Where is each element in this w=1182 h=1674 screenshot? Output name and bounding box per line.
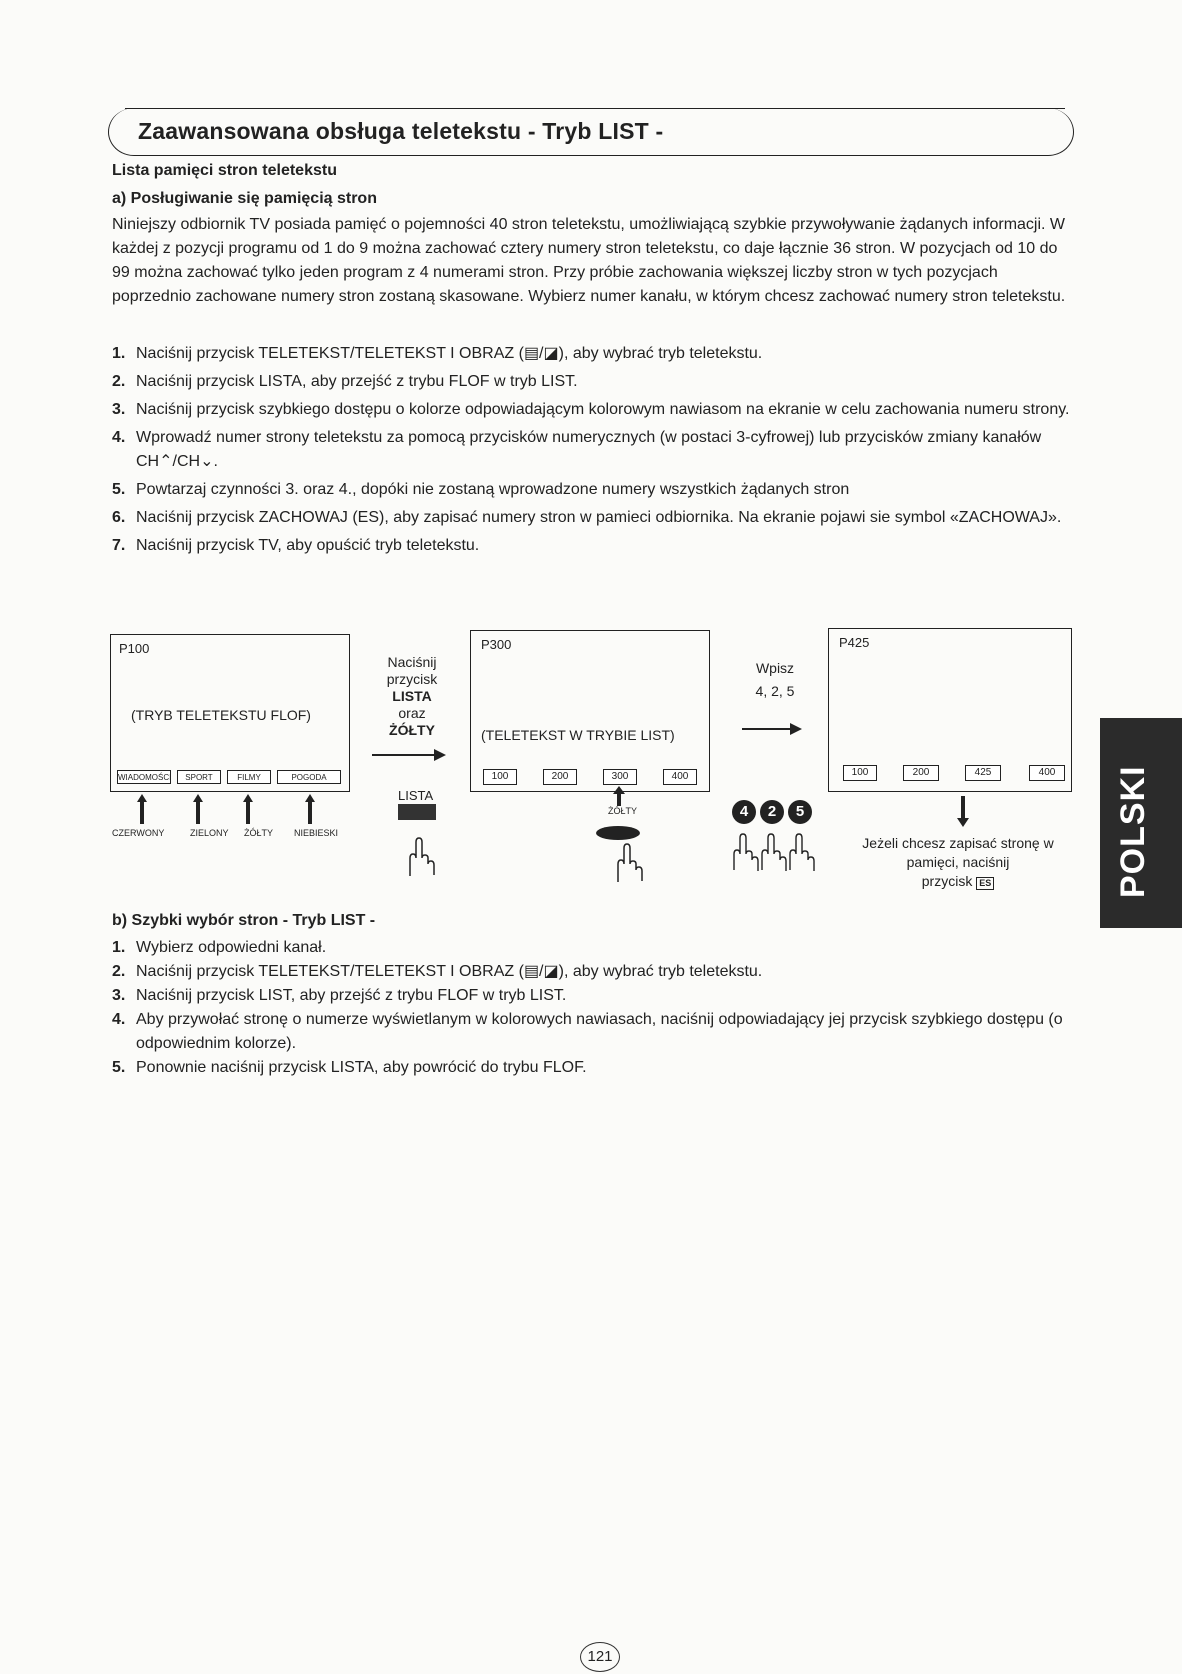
step-number: 2. [112,963,126,980]
step-number: 7. [112,537,126,554]
step-number: 4. [112,429,126,446]
screen-page-number: P425 [839,635,870,650]
list-page-box: 200 [543,769,577,785]
list-item [112,984,1072,1008]
save-note-line: pamięci, naciśnij [906,854,1010,870]
step-number: 3. [112,987,126,1004]
digit-button-4: 4 [732,800,756,824]
list-item [112,936,1072,960]
step-text: Naciśnij przycisk szybkiego dostępu o kolorze odpowiadającym kolorowym nawiasom na ekranie w celu zachowania numeru strony. [136,401,1070,418]
fastext-button-news: WIADOMOŚCI [117,770,171,784]
color-label-green: ZIELONY [190,828,229,838]
step-text: Powtarzaj czynności 3. oraz 4., dopóki nie zostaną wprowadzone numery wszystkich żądanych stron [136,481,850,498]
step-text: Wprowadź numer strony teletekstu za pomocą przycisków numerycznych (w postaci 3-cyfrowej) lub przycisków zmiany kanałów CH⌃/CH⌄. [136,429,1042,470]
save-note-line: Jeżeli chcesz zapisać stronę w [862,835,1054,851]
screen-page-number: P300 [481,637,512,652]
list-item [112,370,1072,394]
subsection-b-heading: b) Szybki wybór stron - Tryb LIST - [112,912,376,929]
instruction-line: LISTA [392,688,432,704]
language-label: POLSKI [1114,765,1152,898]
list-item [112,426,1072,474]
list-item [112,1008,1072,1056]
digit-button-2: 2 [760,800,784,824]
instruction-line: ŻÓŁTY [389,722,435,738]
right-arrow-icon [742,722,804,736]
instruction-line: przycisk [386,671,438,687]
list-item [112,342,1072,366]
page-title: Zaawansowana obsługa teletekstu - Tryb LIST - [138,118,664,144]
step-number: 2. [112,373,126,390]
fastext-button-weather: POGODA [277,770,341,784]
yellow-pointer-label: ŻÓŁTY [608,806,638,816]
color-label-red: CZERWONY [112,828,165,838]
instruction-line: Naciśnij [387,654,437,670]
pointing-hand-icon [612,842,640,886]
section-heading: Lista pamięci stron teletekstu [112,162,337,179]
step-number: 3. [112,401,126,418]
color-label-yellow: ŻÓŁTY [244,828,274,838]
list-page-box: 425 [965,765,1001,781]
lista-button-label: LISTA [398,788,434,803]
list-page-box: 100 [843,765,877,781]
screen-caption: (TELETEKST W TRYBIE LIST) [481,727,675,743]
fastext-pointer-arrows [110,792,350,832]
intro-paragraph: Niniejszy odbiornik TV posiada pamięć o pojemności 40 stron teletekstu, umożliwiającą szybkie przywoływanie żądanych informacji. W każdej z pozycji programu od 1 do 9 można zachować cztery numery stron teletekstu, co daje łącznie 36 stron. W pozycjach od 10 do 99 można zachować tylko jeden program z 4 numerami stron. Przy próbie zachowania większej liczby stron w tych pozycjach poprzednio zachowane numery stron zostaną skasowane. Wybierz numer kanału, w którym chcesz zachować numery stron teletekstu. [112,216,1066,305]
step-number: 5. [112,481,126,498]
instruction-press-lista-yellow [372,654,452,739]
step-text: Wybierz odpowiedni kanał. [136,939,327,956]
screen-caption: (TRYB TELETEKSTU FLOF) [131,707,311,723]
list-page-box: 100 [483,769,517,785]
es-button-icon: ES [976,877,994,890]
step-text: Naciśnij przycisk TV, aby opuścić tryb teletekstu. [136,537,480,554]
step-number: 1. [112,345,126,362]
list-page-box: 300 [603,769,637,785]
digit-button-5: 5 [788,800,812,824]
step-text: Naciśnij przycisk TELETEKST/TELETEKST I OBRAZ (▤/◪), aby wybrać tryb teletekstu. [136,963,763,980]
step-text: Naciśnij przycisk LISTA, aby przejść z trybu FLOF w tryb LIST. [136,373,578,390]
step-number: 4. [112,1011,126,1028]
step-text: Naciśnij przycisk ZACHOWAJ (ES), aby zapisać numery stron w pamieci odbiornika. Na ekranie pojawi sie symbol «ZACHOWAJ». [136,509,1062,526]
steps-list-a [112,342,1072,562]
instruction-line: 4, 2, 5 [755,683,795,699]
instruction-enter-digits [740,660,810,700]
fastext-button-films: FILMY [227,770,271,784]
up-arrow-icon [612,786,626,806]
pointing-hands-icon [730,830,820,874]
instruction-line: oraz [398,705,426,721]
list-item [112,506,1072,530]
list-page-box: 400 [1029,765,1065,781]
list-item [112,478,1072,502]
steps-list-b [112,936,1072,1080]
list-item [112,534,1072,558]
tv-screen-flof [110,634,350,792]
step-text: Naciśnij przycisk LIST, aby przejść z trybu FLOF w tryb LIST. [136,987,567,1004]
save-note [838,834,1078,891]
tv-screen-list [470,630,710,792]
step-text: Ponownie naciśnij przycisk LISTA, aby powrócić do trybu FLOF. [136,1059,587,1076]
step-number: 6. [112,509,126,526]
subsection-a-heading: a) Posługiwanie się pamięcią stron [112,190,377,207]
screen-page-number: P100 [119,641,150,656]
step-number: 1. [112,939,126,956]
step-text: Naciśnij przycisk TELETEKST/TELETEKST I OBRAZ (▤/◪), aby wybrać tryb teletekstu. [136,345,763,362]
yellow-remote-button [596,826,640,840]
page-number: 121 [580,1642,620,1672]
color-label-blue: NIEBIESKI [294,828,339,838]
step-text: Aby przywołać stronę o numerze wyświetlanym w kolorowych nawiasach, naciśnij odpowiadający jej przycisk szybkiego dostępu (o odpowiednim kolorze). [136,1011,1063,1052]
down-arrow-icon [956,796,970,828]
step-number: 5. [112,1059,126,1076]
list-item [112,960,1072,984]
fastext-button-sport: SPORT [177,770,221,784]
instruction-line: Wpisz [755,660,795,676]
right-arrow-icon [372,748,448,762]
language-side-tab [1100,718,1182,928]
list-page-box: 200 [903,765,939,781]
pointing-hand-icon [404,836,432,880]
save-note-line: przycisk ES [838,872,1078,891]
list-item [112,1056,1072,1080]
tv-screen-stored [828,628,1072,792]
list-page-box: 400 [663,769,697,785]
lista-remote-button [398,804,436,820]
list-item [112,398,1072,422]
